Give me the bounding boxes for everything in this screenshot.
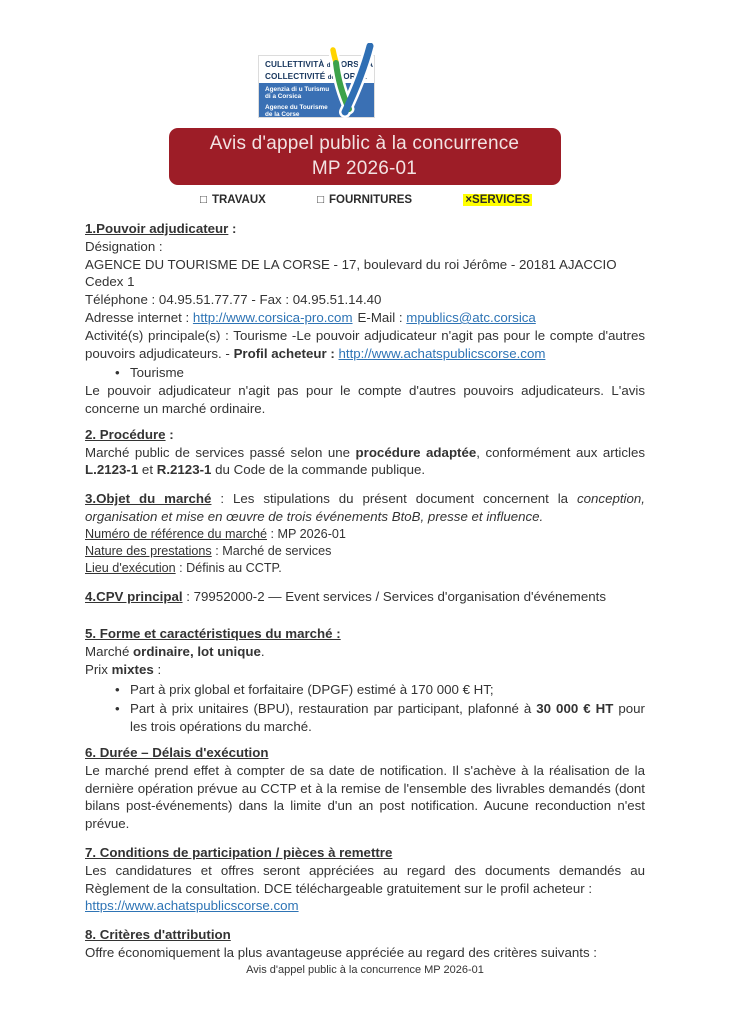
nature-line: Nature des prestations : Marché de services	[85, 543, 332, 558]
section-2-paragraph: Marché public de services passé selon une procédure adaptée, conformément aux articles L.2123-1 et R.2123-1 du Code de la commande publique.	[85, 444, 645, 478]
prix-mixtes-line: Prix mixtes :	[85, 661, 162, 677]
email-link[interactable]: mpublics@atc.corsica	[406, 309, 536, 325]
category-travaux-label: TRAVAUX	[211, 194, 266, 206]
banner-title-line2: MP 2026-01	[311, 158, 418, 179]
header	[0, 0, 729, 118]
section-pouvoir-adjudicateur	[85, 220, 645, 418]
section-1-paragraph: Le pouvoir adjudicateur n'agit pas pour le compte d'autres pouvoirs adjudicateurs. L'avis concerne un marché ordinaire.	[85, 383, 645, 416]
section-criteres	[85, 926, 645, 962]
section-6-heading: 6. Durée – Délais d'exécution	[85, 744, 269, 760]
logo-agency-corsican: Agenzia di u Turismu di a Corsica	[265, 86, 330, 101]
banner-title-line1: Avis d'appel public à la concurrence	[209, 133, 520, 154]
profil-acheteur-link[interactable]: http://www.achatspublicscorse.com	[338, 345, 546, 361]
category-travaux	[200, 194, 266, 206]
corsica-pro-link[interactable]: http://www.corsica-pro.com	[192, 309, 353, 325]
category-row	[200, 194, 532, 206]
section-4-line: 4.CPV principal : 79952000-2 — Event services / Services d'organisation d'événements	[85, 589, 606, 605]
page-footer	[85, 963, 645, 977]
section-8-heading: 8. Critères d'attribution	[85, 927, 231, 943]
section-6-paragraph: Le marché prend effet à compter de sa date de notification. Il s'achève à la réalisation de la dernière opération prévue au CCTP et à la remise de l'ensemble des livrables demandés (dont bilans post-événements) dans la limite d'un an post notification. Aucune reconduction n'est prévue.	[85, 762, 645, 832]
category-services-selected	[463, 194, 532, 206]
section-7-paragraph: Les candidatures et offres seront appréciées au regard des documents demandés au Règlement de la consultation. DCE téléchargeable gratuitement sur le profil acheteur : https://www.achatspublicscorse.com	[85, 862, 645, 914]
bullet-icon: •	[115, 681, 120, 697]
section-7-heading: 7. Conditions de participation / pièces à remettre	[85, 844, 393, 860]
section-duree	[85, 744, 645, 833]
section-conditions	[85, 844, 645, 915]
notice-title-banner	[169, 128, 561, 185]
marche-ordinaire-line: Marché ordinaire, lot unique.	[85, 643, 265, 659]
section-objet-marche	[85, 490, 645, 577]
section-3-heading-paragraph: 3.Objet du marché : Les stipulations du présent document concernent la conception, organisation et mise en œuvre de trois événements BtoB, presse et influence.	[85, 491, 645, 524]
logo-org-line2: COLLECTIVITÉ de CORSE	[265, 71, 367, 81]
activity-line: Activité(s) principale(s) : Tourisme -Le pouvoir adjudicateur n'agit pas pour le compte d'autres pouvoirs adjudicateurs. - Profil acheteur : http://www.achatspublicscorse.com	[85, 327, 645, 361]
phone-line: Téléphone : 04.95.51.77.77 - Fax : 04.95.51.14.40	[85, 292, 382, 308]
logo-agency-french: Agence du Tourisme de la Corse	[265, 103, 328, 119]
section-8-paragraph: Offre économiquement la plus avantageuse appréciée au regard des critères suivants :	[85, 944, 597, 960]
tourisme-bullet: • Tourisme	[115, 365, 184, 381]
footer-text: Avis d'appel public à la concurrence MP 2026-01	[246, 963, 484, 976]
section-1-heading: 1.Pouvoir adjudicateur :	[85, 221, 237, 236]
document-body	[0, 206, 729, 977]
logo-org-line1: CULLETTIVITÀ di CORSICA	[265, 60, 374, 69]
section-procedure	[85, 426, 645, 479]
checkbox-empty-icon: □	[200, 194, 207, 206]
checkbox-empty-icon: □	[317, 194, 325, 206]
address-line: AGENCE DU TOURISME DE LA CORSE - 17, boulevard du roi Jérôme - 20181 AJACCIO Cedex 1	[85, 256, 617, 290]
bpu-bullet: • Part à prix unitaires (BPU), restauration par participant, plafonné à 30 000 € HT pour les trois opérations du marché.	[115, 701, 645, 735]
category-fournitures-label: FOURNITURES	[329, 194, 413, 206]
designation-line: Désignation :	[85, 238, 163, 254]
reference-line: Numéro de référence du marché : MP 2026-01	[85, 526, 346, 541]
bullet-icon: •	[115, 365, 120, 381]
achatspublicscorse-link[interactable]: https://www.achatspublicscorse.com	[85, 898, 299, 914]
category-services-label: SERVICES	[472, 194, 530, 206]
checkbox-marked-icon: ×	[465, 194, 473, 206]
section-forme-marche	[85, 625, 645, 736]
lieu-line: Lieu d'exécution : Définis au CCTP.	[85, 561, 282, 576]
dpgf-bullet: • Part à prix global et forfaitaire (DPGF) estimé à 170 000 € HT;	[115, 681, 494, 697]
section-2-heading: 2. Procédure :	[85, 426, 174, 442]
checkmark-swoosh-icon	[324, 43, 378, 118]
section-5-heading: 5. Forme et caractéristiques du marché :	[85, 626, 341, 642]
bullet-icon: •	[115, 701, 120, 717]
category-fournitures	[317, 194, 412, 206]
section-cpv	[85, 588, 645, 606]
internet-line: Adresse internet : http://www.corsica-pro.com E-Mail : mpublics@atc.corsica	[85, 309, 536, 325]
